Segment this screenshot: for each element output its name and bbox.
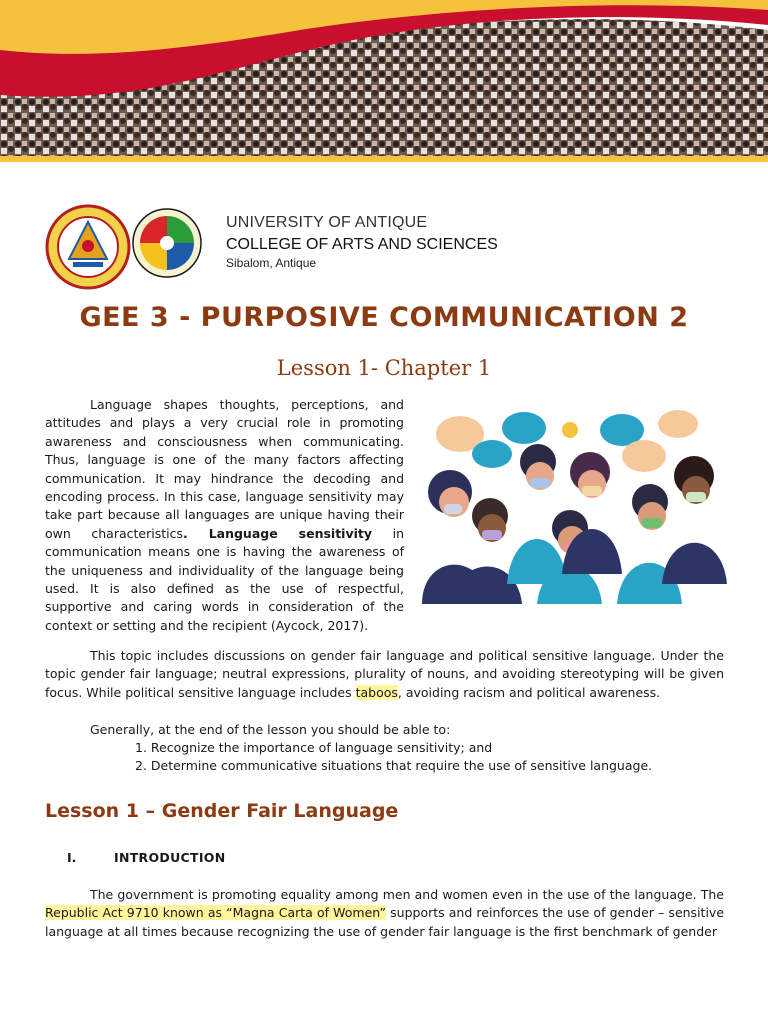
p1-text-after: in communication means one is having the awareness of the uniqueness and individuality of the language being used. It is also defined as the use of respectful, supportive and caring words in consideration of the context or setting and the recipient (Aycock, 2017).: [45, 525, 404, 633]
lesson-paragraph: [45, 886, 724, 941]
people-with-masks-illustration: [412, 404, 736, 604]
p1-text-before: Language shapes thoughts, perceptions, and attitudes and plays a very crucial role in promoting awareness and consciousness when communicating. Thus, language is one of the many factors affecting communication. It may hindrance the decoding and encoding process. In this case, language sensitivity may take part because all languages are unique having their own characteristics: [45, 397, 404, 541]
lesson-subtitle: Lesson 1- Chapter 1: [276, 356, 492, 380]
section-number: I.: [67, 850, 77, 865]
intro-paragraph-1: [45, 396, 404, 635]
p4-highlight: Republic Act 9710 known as “Magna Carta of Women”: [45, 905, 386, 921]
course-title: GEE 3 - PURPOSIVE COMMUNICATION 2: [79, 302, 689, 333]
intro-paragraph-2: [45, 647, 724, 702]
p1-bold-term: . Language sensitivity: [182, 525, 373, 541]
institution-block: [226, 214, 498, 270]
lesson-heading: Lesson 1 – Gender Fair Language: [45, 800, 399, 822]
header-banner: [0, 0, 768, 170]
p2-highlight: taboos: [355, 684, 398, 700]
p2-text-before: This topic includes discussions on gender fair language and political sensitive language. Under the topic gender fair language; neutral expressions, plurality of nouns, and avoiding stereotyping will be given focus. While political sensitive language includes: [45, 648, 724, 700]
college-name: COLLEGE OF ARTS AND SCIENCES: [226, 236, 498, 253]
p2-text-after: , avoiding racism and political awareness.: [397, 684, 661, 700]
objectives-intro: Generally, at the end of the lesson you should be able to:: [90, 722, 451, 737]
section-title: INTRODUCTION: [114, 850, 226, 865]
objectives-list: [135, 739, 735, 776]
university-name: UNIVERSITY OF ANTIQUE: [226, 214, 428, 231]
p4-text-before: The government is promoting equality among men and women even in the use of the language. The: [90, 887, 724, 902]
objective-item: 1. Recognize the importance of language sensitivity; and: [135, 740, 493, 755]
college-seal-logo: [132, 206, 202, 280]
university-seal-logo: [45, 204, 131, 290]
objective-item: 2. Determine communicative situations that require the use of sensitive language.: [135, 758, 653, 774]
location: Sibalom, Antique: [226, 256, 317, 270]
p4-text-after: supports and reinforces the use of gender – sensitive language at all times because recognizing the use of gender fair language is the first benchmark of gender: [45, 905, 725, 939]
